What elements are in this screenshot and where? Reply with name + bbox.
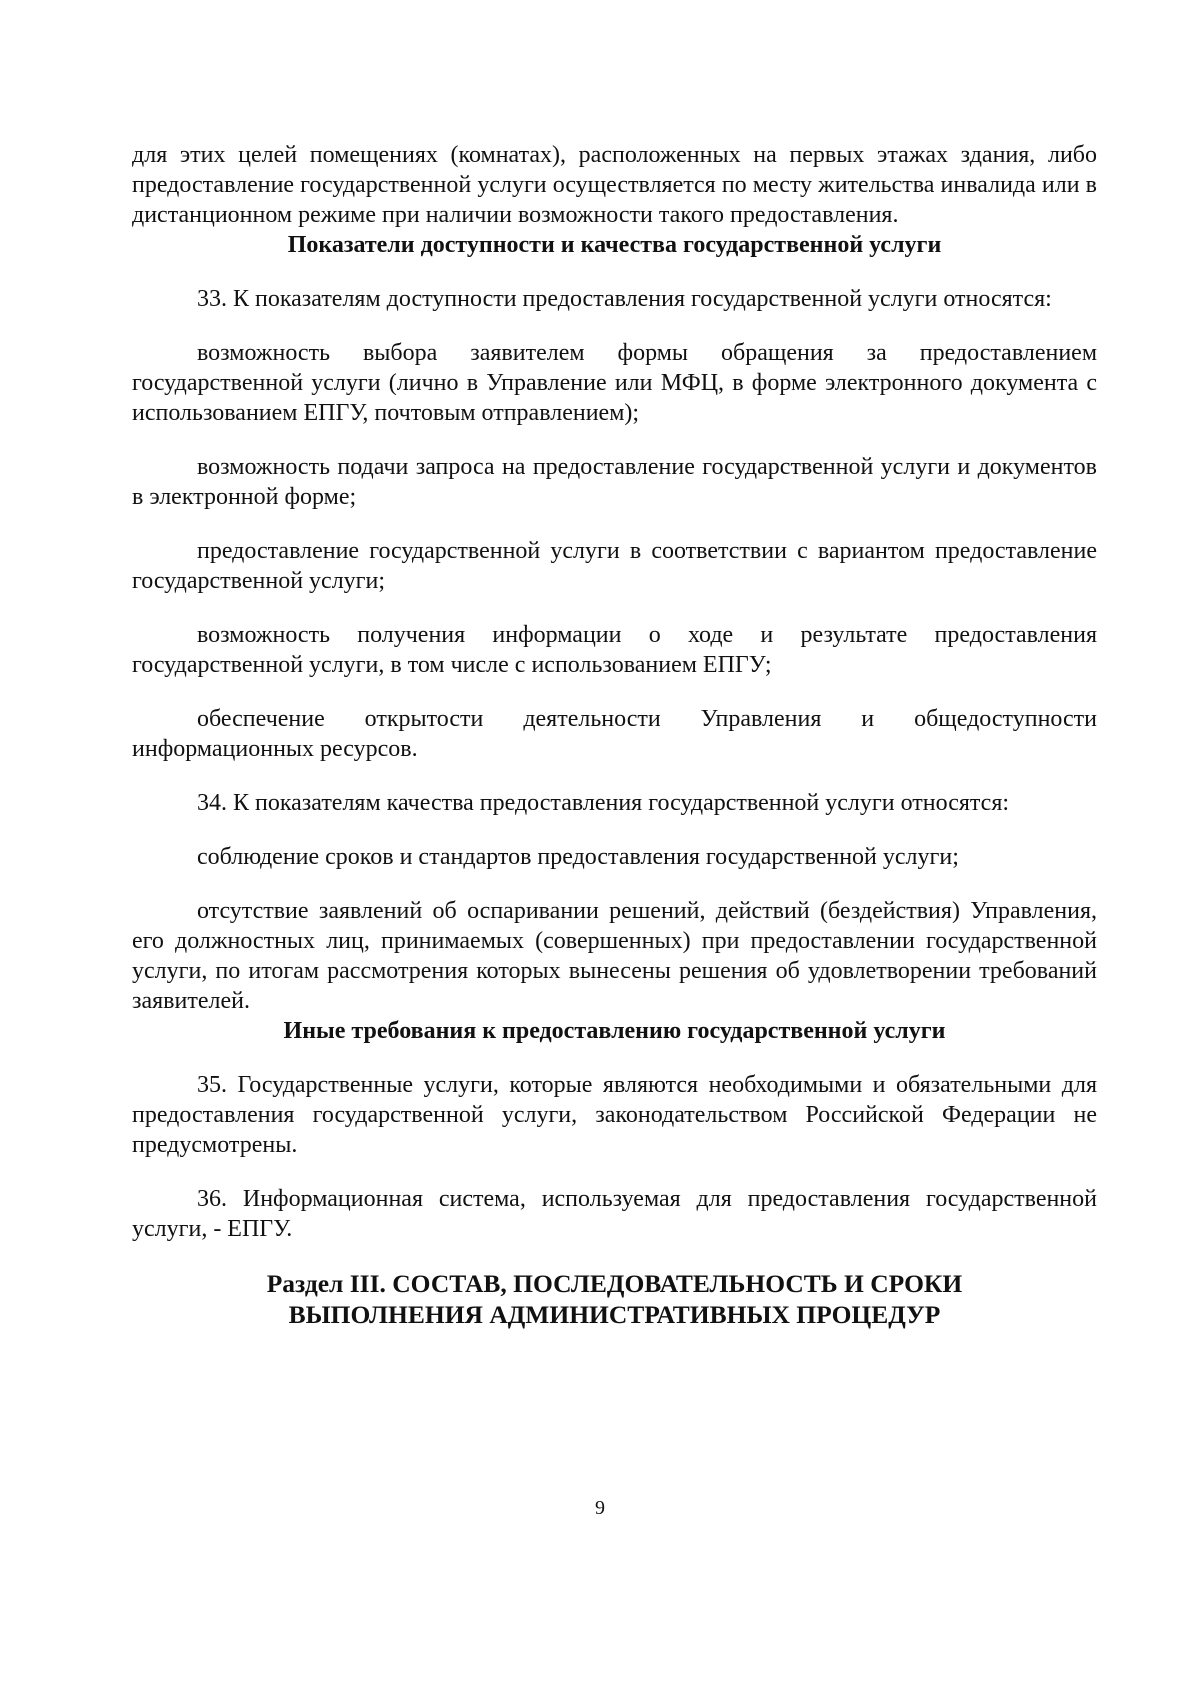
list-item-34-2: отсутствие заявлений об оспаривании решений, действий (бездействия) Управления, его должностных лиц, принимаемых (совершенных) при предоставлении государственной услуги, по итогам рассмотрения которых вынесены решения об удовлетворении требований заявителей. [132, 898, 1097, 1014]
heading-accessibility-quality: Показатели доступности и качества государственной услуги [287, 232, 942, 258]
list-item-33-5: обеспечение открытости деятельности Управления и общедоступности информационных ресурсов. [132, 706, 1097, 762]
paragraph-continuation: для этих целей помещениях (комнатах), расположенных на первых этажах здания, либо предоставление государственной услуги осуществляется по месту жительства инвалида или в дистанционном режиме при наличии возможности такого предоставления. [132, 142, 1097, 228]
section-title-line-1: Раздел III. СОСТАВ, ПОСЛЕДОВАТЕЛЬНОСТЬ И СРОКИ [266, 1269, 963, 1298]
heading-other-requirements: Иные требования к предоставлению государственной услуги [283, 1018, 946, 1044]
paragraph-34: 34. К показателям качества предоставления государственной услуги относятся: [197, 790, 1010, 816]
section-title [132, 1268, 1097, 1330]
paragraph-35: 35. Государственные услуги, которые являются необходимыми и обязательными для предоставления государственной услуги, законодательством Российской Федерации не предусмотрены. [132, 1072, 1097, 1158]
paragraph-36: 36. Информационная система, используемая для предоставления государственной услуги, - ЕПГУ. [132, 1186, 1097, 1242]
list-item-33-2: возможность подачи запроса на предоставление государственной услуги и документов в электронной форме; [132, 454, 1097, 510]
paragraph-33: 33. К показателям доступности предоставления государственной услуги относятся: [197, 286, 1052, 312]
list-item-33-1: возможность выбора заявителем формы обращения за предоставлением государственной услуги (лично в Управление или МФЦ, в форме электронного документа с использованием ЕПГУ, почтовым отправлением); [132, 340, 1097, 426]
list-item-33-4: возможность получения информации о ходе и результате предоставления государственной услуги, в том числе с использованием ЕПГУ; [132, 622, 1097, 678]
section-title-line-2: ВЫПОЛНЕНИЯ АДМИНИСТРАТИВНЫХ ПРОЦЕДУР [288, 1300, 941, 1329]
page-number: 9 [595, 1497, 605, 1519]
list-item-34-1: соблюдение сроков и стандартов предоставления государственной услуги; [197, 844, 959, 870]
list-item-33-3: предоставление государственной услуги в соответствии с вариантом предоставление государственной услуги; [132, 538, 1097, 594]
